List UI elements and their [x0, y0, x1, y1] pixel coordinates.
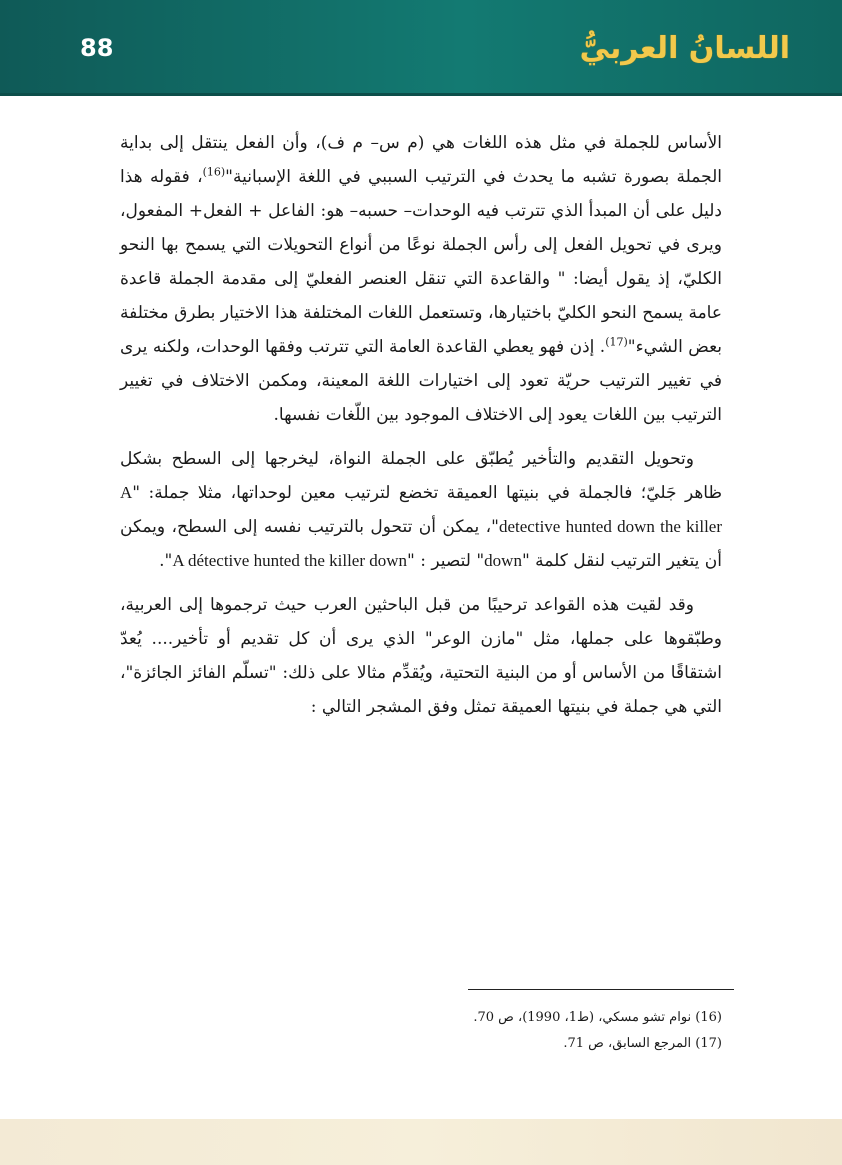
footnotes [300, 1005, 722, 1057]
english-example-2: A détective hunted the killer down [172, 551, 408, 570]
paragraph-1: الأساس للجملة في مثل هذه اللغات هي (م س– م ف)، وأن الفعل ينتقل إلى بداية الجملة بصورة تشبه ما يحدث في الترتيب السببي في اللغة الإسبانية"$^{(16)}$، فقوله هذا دليل على أن المبدأ الذي تترتب فيه الوحدات– حسبه– هو: الفاعل + الفعل+ المفعول، ويرى في تحويل الفعل إلى رأس الجملة نوعًا من أنواع التحويلات التي يسمح بها النحو الكليّ، إذ يقول أيضا: " والقاعدة التي تنقل العنصر الفعليّ إلى مقدمة الجملة قاعدة عامة يسمح النحو الكليّ باختيارها، وتستعمل اللغات المختلفة هذا الاختيار بطرق مختلفة بعض الشيء"$^{(17)}$. إذن فهو يعطي القاعدة العامة التي تترتب وفقها الوحدات، ولكنه يرى في تغيير الترتيب حريّة تعود إلى اختيارات اللغة المعينة، ومكمن الاختلاف في تغيير الترتيب بين اللغات يعود إلى الاختلاف الموجود بين اللّغات نفسها. [120, 133, 722, 425]
paragraph-2: وتحويل التقديم والتأخير يُطبّق على الجملة النواة، ليخرجها إلى السطح بشكل ظاهر جَليّ؛ فالجملة في بنيتها العميقة تخضع لترتيب معين لوحداتها، مثلا جملة: "A detective hunted down the killer"، يمكن أن تتحول بالترتيب نفسه إلى السطح، ويمكن أن يتغير الترتيب لنقل كلمة "down" لتصير : "A détective hunted the killer down". [120, 449, 723, 571]
journal-logo [580, 22, 790, 74]
footnote-17: (17) المرجع السابق، ص 71. [563, 1036, 722, 1051]
page-footer [0, 1119, 842, 1165]
footnote-16: (16) نوام تشو مسكي، (ط1، 1990)، ص 70. [473, 1010, 722, 1025]
page-number: 88 [80, 34, 114, 62]
english-word-down: down [484, 551, 522, 570]
english-example-1: A detective hunted down the killer [120, 483, 723, 536]
article-body [120, 126, 722, 734]
logo-text: اللسانُ العربيُّ [579, 30, 790, 66]
footnote-ref-17[interactable]: (17) [605, 335, 628, 349]
page-header [0, 0, 842, 96]
paragraph-3: وقد لقيت هذه القواعد ترحيبًا من قبل الباحثين العرب حيث ترجموها إلى العربية، وطبّقوها على جملها، مثل "مازن الوعر" الذي يرى أن كل تقديم أو تأخير.... يُعدّ اشتقاقًا من الأساس أو من البنية التحتية، ويُقدِّم مثالا على ذلك: "تسلّم الفائز الجائزة"، التي هي جملة في بنيتها العميقة تمثل وفق المشجر التالي : [120, 595, 722, 717]
footnote-ref-16[interactable]: (16) [202, 165, 226, 179]
footnote-divider [468, 989, 734, 990]
